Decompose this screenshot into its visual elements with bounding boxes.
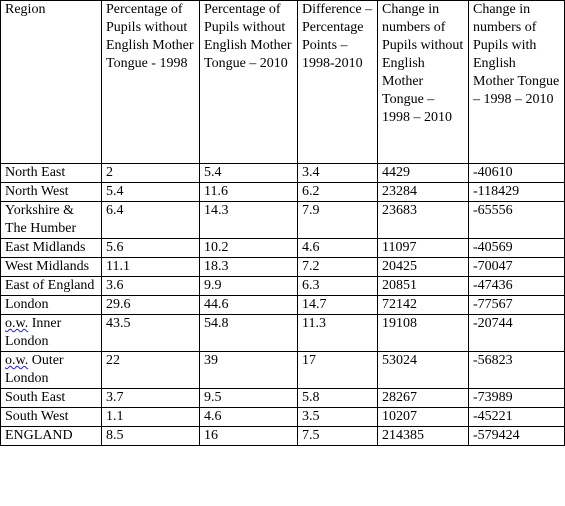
cell-change-without: 214385 [378, 427, 469, 446]
cell-pct-1998: 29.6 [102, 296, 200, 315]
cell-pct-2010: 54.8 [200, 315, 298, 352]
cell-change-without: 4429 [378, 164, 469, 183]
table-header-row [1, 1, 565, 164]
table-row [1, 427, 565, 446]
cell-pct-2010: 14.3 [200, 202, 298, 239]
cell-pct-2010: 39 [200, 352, 298, 389]
cell-region: East Midlands [1, 239, 102, 258]
cell-difference: 6.2 [298, 183, 378, 202]
cell-change-without: 23284 [378, 183, 469, 202]
cell-difference: 14.7 [298, 296, 378, 315]
cell-pct-2010: 16 [200, 427, 298, 446]
cell-pct-1998: 6.4 [102, 202, 200, 239]
cell-change-with: -65556 [469, 202, 565, 239]
cell-difference: 3.4 [298, 164, 378, 183]
cell-pct-2010: 18.3 [200, 258, 298, 277]
cell-region: London [1, 296, 102, 315]
cell-pct-1998: 5.4 [102, 183, 200, 202]
cell-change-without: 28267 [378, 389, 469, 408]
cell-difference: 5.8 [298, 389, 378, 408]
cell-change-with: -20744 [469, 315, 565, 352]
cell-change-with: -45221 [469, 408, 565, 427]
cell-region [1, 352, 102, 389]
cell-change-without: 72142 [378, 296, 469, 315]
cell-difference: 3.5 [298, 408, 378, 427]
cell-change-with: -70047 [469, 258, 565, 277]
cell-difference: 11.3 [298, 315, 378, 352]
cell-difference: 7.9 [298, 202, 378, 239]
header-pct-1998: Percentage of Pupils without English Mother Tongue - 1998 [102, 1, 200, 164]
cell-change-without: 11097 [378, 239, 469, 258]
cell-change-without: 20425 [378, 258, 469, 277]
region-prefix: o.w. [5, 316, 29, 331]
cell-pct-2010: 5.4 [200, 164, 298, 183]
cell-region: ENGLAND [1, 427, 102, 446]
cell-region: West Midlands [1, 258, 102, 277]
cell-change-without: 23683 [378, 202, 469, 239]
table-row [1, 277, 565, 296]
header-region: Region [1, 1, 102, 164]
region-name: Inner London [5, 316, 62, 349]
cell-change-without: 20851 [378, 277, 469, 296]
table-row [1, 352, 565, 389]
cell-region: North West [1, 183, 102, 202]
cell-pct-1998: 3.6 [102, 277, 200, 296]
table-row [1, 258, 565, 277]
cell-region: South East [1, 389, 102, 408]
cell-region: South West [1, 408, 102, 427]
cell-pct-1998: 1.1 [102, 408, 200, 427]
table-row [1, 389, 565, 408]
cell-change-without: 53024 [378, 352, 469, 389]
cell-region: East of England [1, 277, 102, 296]
header-pct-2010: Percentage of Pupils without English Mother Tongue – 2010 [200, 1, 298, 164]
cell-pct-1998: 22 [102, 352, 200, 389]
cell-change-with: -56823 [469, 352, 565, 389]
cell-pct-1998: 8.5 [102, 427, 200, 446]
cell-pct-2010: 9.9 [200, 277, 298, 296]
cell-pct-2010: 11.6 [200, 183, 298, 202]
cell-pct-2010: 4.6 [200, 408, 298, 427]
table-row [1, 164, 565, 183]
cell-region: North East [1, 164, 102, 183]
cell-difference: 7.2 [298, 258, 378, 277]
region-name: Outer London [5, 353, 64, 386]
table-row [1, 315, 565, 352]
table-row [1, 408, 565, 427]
cell-change-with: -47436 [469, 277, 565, 296]
cell-difference: 17 [298, 352, 378, 389]
cell-difference: 6.3 [298, 277, 378, 296]
cell-region: Yorkshire & The Humber [1, 202, 102, 239]
cell-region [1, 315, 102, 352]
header-change-without: Change in numbers of Pupils without English Mother Tongue – 1998 – 2010 [378, 1, 469, 164]
cell-difference: 4.6 [298, 239, 378, 258]
cell-pct-1998: 2 [102, 164, 200, 183]
cell-pct-2010: 44.6 [200, 296, 298, 315]
cell-pct-2010: 10.2 [200, 239, 298, 258]
table-row [1, 202, 565, 239]
cell-pct-1998: 11.1 [102, 258, 200, 277]
table-row [1, 296, 565, 315]
cell-change-with: -73989 [469, 389, 565, 408]
cell-change-with: -77567 [469, 296, 565, 315]
cell-difference: 7.5 [298, 427, 378, 446]
cell-pct-2010: 9.5 [200, 389, 298, 408]
cell-change-with: -40569 [469, 239, 565, 258]
cell-change-without: 10207 [378, 408, 469, 427]
cell-pct-1998: 3.7 [102, 389, 200, 408]
header-difference: Difference – Percentage Points – 1998-2010 [298, 1, 378, 164]
table-row [1, 183, 565, 202]
header-change-with: Change in numbers of Pupils with English Mother Tongue – 1998 – 2010 [469, 1, 565, 164]
cell-change-with: -40610 [469, 164, 565, 183]
region-prefix: o.w. [5, 353, 29, 368]
table-row [1, 239, 565, 258]
cell-change-with: -579424 [469, 427, 565, 446]
cell-pct-1998: 43.5 [102, 315, 200, 352]
cell-change-with: -118429 [469, 183, 565, 202]
cell-pct-1998: 5.6 [102, 239, 200, 258]
cell-change-without: 19108 [378, 315, 469, 352]
